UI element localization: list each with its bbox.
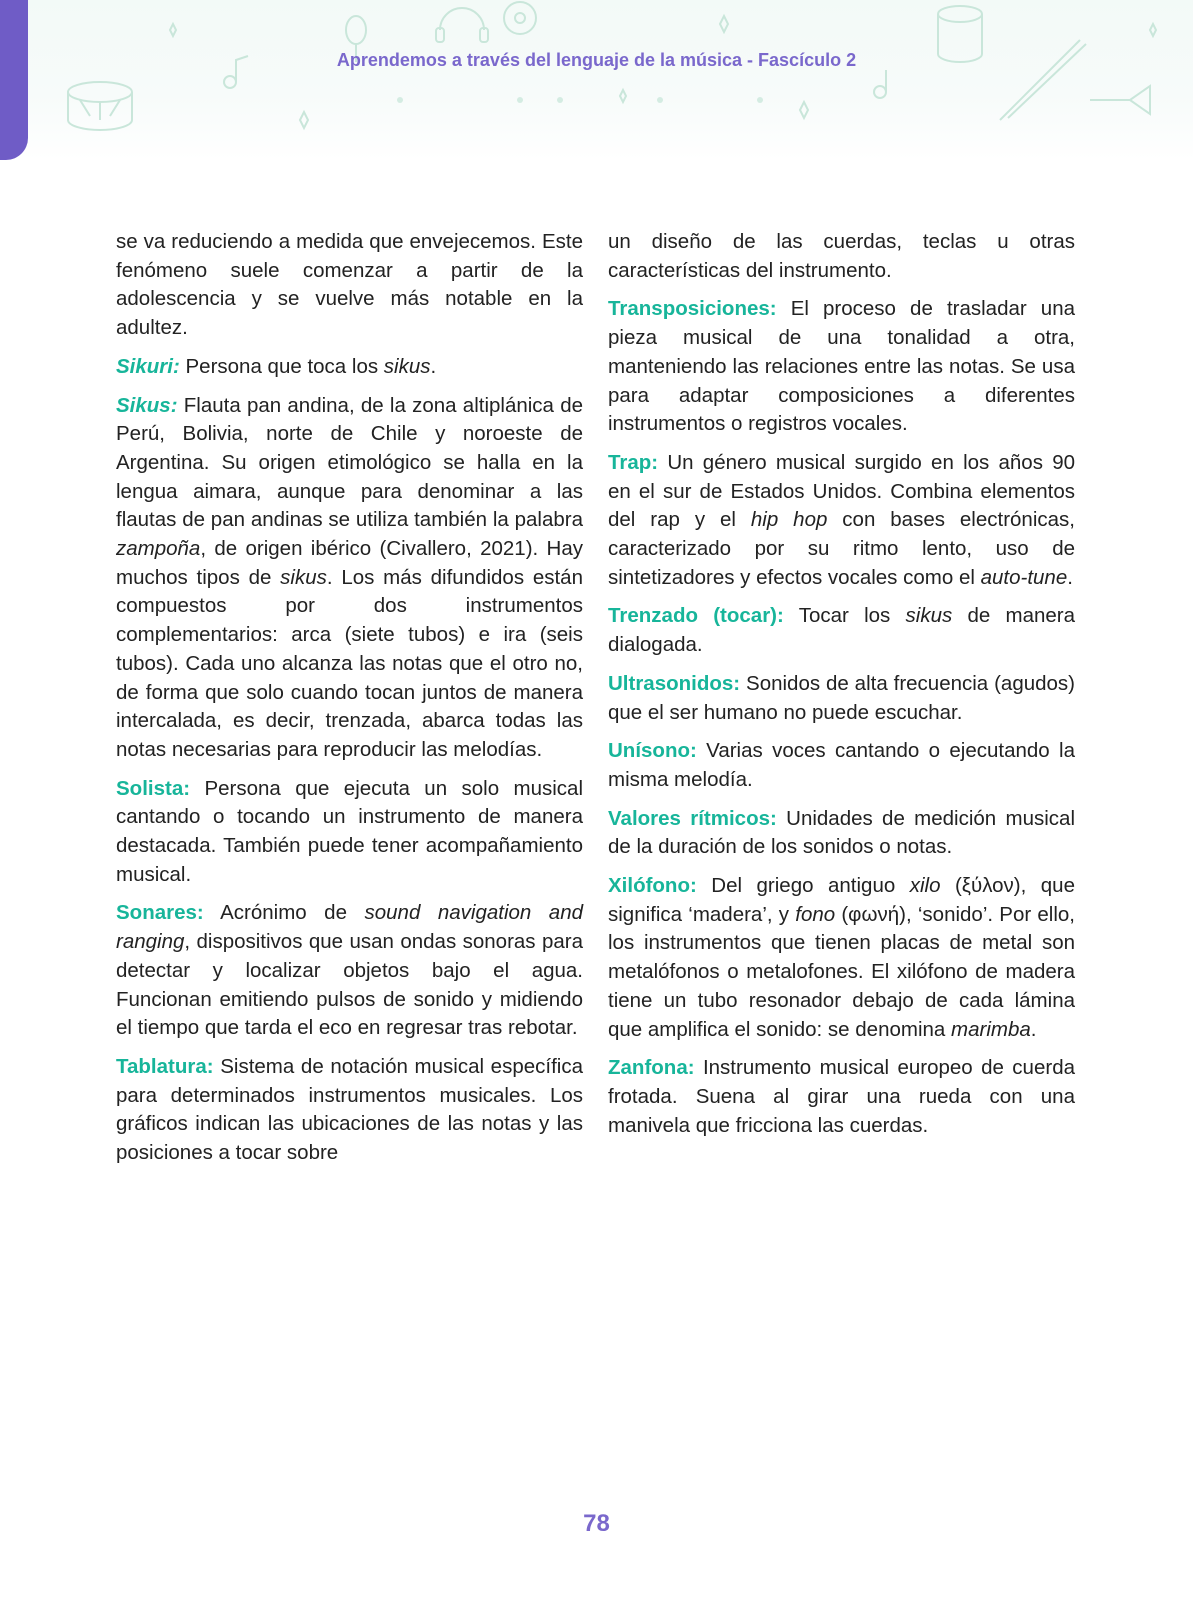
definition-text: , de origen ibérico (Civallero, 2021). Hay muchos tipos de <box>116 537 583 589</box>
definition-text: El proceso de trasladar una pieza musical de una tonalidad a otra, manteniendo las relaciones entre las notas. Se usa para adaptar composiciones a diferentes instrumentos o registros vocales. <box>608 297 1075 436</box>
definition-text: Unidades de medición musical de la duración de los sonidos o notas. <box>608 806 1075 859</box>
italic-term: sikus <box>280 565 327 589</box>
glossary-entry-tablatura <box>116 1053 583 1168</box>
trumpet-doodle <box>1090 86 1150 114</box>
glossary-entry-valores-ritmicos <box>608 805 1075 862</box>
definition-text: . <box>1067 565 1073 589</box>
italic-term: fono <box>795 902 836 926</box>
term-label: Ultrasonidos: <box>608 671 741 695</box>
continuation-text: se va reduciendo a medida que envejecemos. Este fenómeno suele comenzar a partir de la adolescencia y se vuelve más notable en la adultez. <box>116 230 583 340</box>
purple-tab-accent <box>0 0 28 160</box>
definition-text: Persona que ejecuta un solo musical cantando o tocando un instrumento de manera destacada. También puede tener acompañamiento musical. <box>116 776 583 886</box>
glossary-entry-solista <box>116 775 583 890</box>
glossary-entry-sonares <box>116 899 583 1043</box>
italic-term: zampoña <box>116 537 201 561</box>
term-label: Unísono: <box>608 739 697 763</box>
term-label: Trenzado (tocar): <box>608 604 784 628</box>
headphones-doodle <box>436 8 488 42</box>
term-label: Zanfona: <box>608 1056 695 1080</box>
term-label: Tablatura: <box>116 1054 214 1078</box>
definition-text: , dispositivos que usan ondas sonoras para detectar y localizar objetos bajo el agua. Funcionan emitiendo pulsos de sonido y midiendo el tiempo que tarda el eco en regresar tras rebotar. <box>116 930 583 1040</box>
definition-text: Acrónimo de <box>203 901 365 925</box>
definition-text: (ξύλον), que significa ‘madera’, y <box>608 874 1075 926</box>
dot-doodles <box>397 97 763 103</box>
continuation-text: un diseño de las cuerdas, teclas u otras características del instrumento. <box>608 230 1075 282</box>
italic-term: sikus <box>383 354 431 378</box>
page-number: 78 <box>583 1510 610 1537</box>
note-doodle <box>874 70 886 98</box>
term-label: Trap: <box>608 450 659 474</box>
definition-text: Instrumento musical europeo de cuerda frotada. Suena al girar una rueda con una manivela que fricciona las cuerdas. <box>608 1056 1075 1137</box>
glossary-continuation <box>608 228 1075 285</box>
definition-text: Sonidos de alta frecuencia (agudos) que el ser humano no puede escuchar. <box>608 671 1075 724</box>
definition-text: . <box>430 354 437 378</box>
glossary-entry-trenzado <box>608 602 1075 659</box>
definition-text: (φωνή), ‘sonido’. Por ello, los instrumentos que tienen placas de metal son metalófonos o metalofones. El xilófono de madera tiene un tubo resonador debajo de cada lámina que amplifica el sonido: se denomina <box>608 902 1075 1041</box>
definition-text: de manera dialogada. <box>608 604 1076 657</box>
italic-term: marimba <box>951 1017 1031 1041</box>
glossary-entry-ultrasonidos <box>608 670 1075 727</box>
term-label: Xilófono: <box>608 874 697 898</box>
definition-text: con bases electrónicas, caracterizado por su ritmo lento, uso de sintetizadores y efectos vocales como el <box>608 508 1075 589</box>
term-label: Valores rítmicos: <box>608 806 777 830</box>
definition-text: . <box>1030 1017 1037 1041</box>
term-label: Solista: <box>116 776 191 800</box>
music-doodles-decoration <box>0 0 1193 160</box>
drum-doodle <box>68 82 132 130</box>
header-title: Aprendemos a través del lenguaje de la música - Fascículo 2 <box>336 50 857 70</box>
glossary-entry-sikus <box>116 392 583 765</box>
definition-text: Del griego antiguo <box>696 874 910 898</box>
term-label: Transposiciones: <box>608 297 777 321</box>
right-column <box>608 228 1075 1150</box>
glossary-entry-xilofono <box>608 872 1075 1044</box>
glossary-entry-zanfona <box>608 1054 1075 1140</box>
definition-text: Varias voces cantando o ejecutando la misma melodía. <box>608 739 1075 791</box>
left-column <box>116 228 583 1178</box>
glossary-entry-transposiciones <box>608 295 1075 439</box>
italic-term: hip hop <box>750 508 828 532</box>
definition-text: Sistema de notación musical específica para determinados instrumentos musicales. Los gráficos indican las ubicaciones de las notas y las posiciones a tocar sobre <box>116 1054 583 1165</box>
definition-text: . Los más difundidos están compuestos por dos instrumentos complementarios: arca (siete tubos) e ira (seis tubos). Cada uno alcanza las notas que el otro no, de forma que solo cuando tocan juntos de manera intercalada, es decir, trenzada, abarca todas las notas necesarias para reproducir las melodías. <box>116 565 583 761</box>
italic-term: xilo <box>909 874 941 898</box>
vinyl-doodle <box>504 2 536 34</box>
term-label: Sonares: <box>116 901 204 925</box>
glossary-entry-sikuri <box>116 353 583 382</box>
definition-text: Tocar los <box>783 604 906 628</box>
italic-term: sound navigation and ranging <box>116 901 583 954</box>
definition-text: Persona que toca los <box>179 354 384 378</box>
glossary-entry-unisono <box>608 737 1075 794</box>
glossary-entry-trap <box>608 449 1075 593</box>
term-label: Sikus: <box>116 393 178 417</box>
header-band <box>0 0 1193 160</box>
definition-text: Un género musical surgido en los años 90 en el sur de Estados Unidos. Combina elementos del rap y el <box>608 450 1075 532</box>
term-label: Sikuri: <box>116 354 180 378</box>
italic-term: sikus <box>905 604 953 628</box>
glossary-continuation <box>116 228 583 343</box>
italic-term: auto-tune <box>980 565 1068 589</box>
definition-text: Flauta pan andina, de la zona altiplánica de Perú, Bolivia, norte de Chile y noroeste de Argentina. Su origen etimológico se halla en la lengua aimara, aunque para denominar a las flautas de pan andinas se utiliza también la palabra <box>116 393 583 532</box>
